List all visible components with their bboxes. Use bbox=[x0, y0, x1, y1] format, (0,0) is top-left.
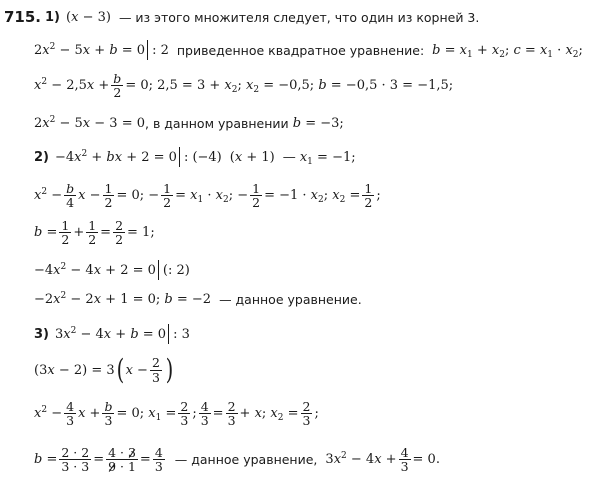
line-7: b = $\frac{1}{2}$ + $\frac{1}{2}$ = $\frac{2}{2}$ = 1; bbox=[34, 218, 155, 248]
line-11: (3x − 2) = 3 ( x − $\frac{2}{3}$ ) bbox=[34, 353, 174, 386]
line-13: b = $\frac{2 \cdot 2}{3 \cdot 3}$ = $\frac{4 \cdot 3}{9 \cdot 1}$ = $\frac{4}{3}$ — данное уравнение, $3x^2 - 4x$ + $\frac{4}{3}$ = 0. bbox=[34, 445, 440, 475]
line-4: $2x^2 - 5x - 3 = 0$ , в данном уравнении b = −3; bbox=[34, 115, 344, 131]
final-text: — данное уравнение, bbox=[174, 452, 318, 468]
equation-divide-2: $2x^2 - 5x + b = 0$ bbox=[34, 41, 146, 58]
intro-text: — из этого множителя следует, что один из корней 3. bbox=[118, 9, 480, 25]
factor-expression: (x − 3) bbox=[66, 9, 111, 25]
given-equation-text: , в данном уравнении bbox=[145, 116, 289, 131]
vieta-formulas: $b = x_1 + x_2$; $c = x_1 \cdot x_2$; bbox=[432, 42, 583, 60]
problem-number: 715. bbox=[4, 8, 42, 26]
part-1-label: 1) bbox=[45, 9, 61, 25]
given-equation-1: $2x^2 - 5x - 3 = 0$ bbox=[34, 115, 145, 131]
line-3: $x^2 - 2,5x$ + $\frac{b}{2}$ = 0; $2,5 = 3 + x_2$; $x_2 = -0,5$; b = −0,5 · 3 = −1,5; bbox=[34, 71, 454, 101]
line-12: $x^2$ − $\frac{4}{3}$ x + $\frac{b}{3}$ = 0; $x_1$ = $\frac{2}{3}$ ; $\frac{4}{3}$ = $\frac{2}{3}$ + x; $x_2$ = $\frac{2}{3}$ ; bbox=[34, 399, 319, 429]
factor-part-2: (x + 1) bbox=[229, 149, 275, 165]
reduced-equation: $x^2 - 2,5x$ + bbox=[34, 77, 110, 94]
given-text: — данное уравнение. bbox=[219, 292, 362, 307]
line-8: $-4x^2 - 4x + 2 = 0$ (: 2) bbox=[34, 260, 190, 280]
line-6: $x^2$ − $\frac{b}{4}$ x − $\frac{1}{2}$ = 0; − $\frac{1}{2}$ = $x_1 \cdot x_2$; − $\frac{1}{2}$ = $-1 \cdot x_2$; $x_2$ = $\frac{1}{2}$ ; bbox=[34, 181, 381, 211]
line-1 bbox=[4, 8, 479, 26]
part-3-label: 3) bbox=[34, 326, 49, 342]
line-9: $-2x^2 - 2x + 1 = 0$; b = −2 — данное уравнение. bbox=[34, 291, 362, 307]
fraction-b-over-2: $\frac{b}{2}$ bbox=[113, 71, 122, 101]
line-2: $2x^2 - 5x + b = 0$ : 2 приведенное квадратное уравнение: $b = x_1 + x_2$; $c = x_1 \cdot x_2$; bbox=[34, 41, 583, 60]
equation-part-2: $-4x^2$ + bx + 2 = 0 bbox=[55, 148, 177, 165]
part-2-label: 2) bbox=[34, 149, 49, 165]
line-5: 2) $-4x^2$ + bx + 2 = 0 : (−4) (x + 1) — $x_1 = -1$; bbox=[34, 148, 356, 167]
reduced-equation-text: приведенное квадратное уравнение: bbox=[176, 42, 425, 58]
line-10: 3) $3x^2 - 4x + b = 0$ : 3 bbox=[34, 324, 190, 344]
